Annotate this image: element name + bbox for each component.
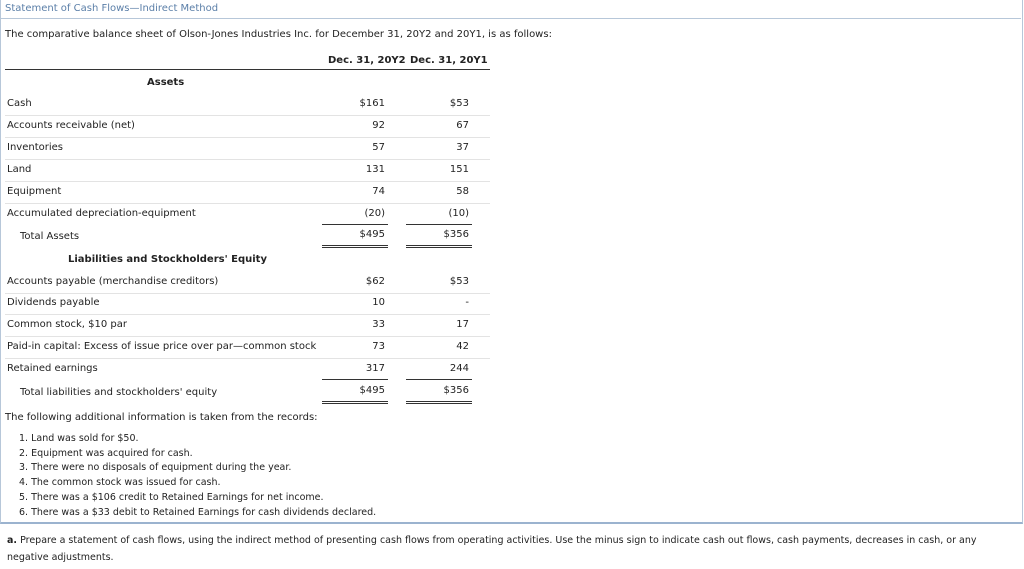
- row-label-accounts-receivable: Accounts receivable (net): [7, 120, 135, 131]
- list-item: 5. There was a $106 credit to Retained Earnings for net income.: [19, 491, 324, 503]
- total-double-rule: [406, 401, 472, 402]
- row-label-retained-earnings: Retained earnings: [7, 363, 98, 374]
- row-divider: [5, 181, 490, 182]
- value-20y2: (20): [364, 208, 385, 219]
- value-20y2: 92: [372, 120, 385, 131]
- value-20y1: 42: [456, 341, 469, 352]
- total-double-rule: [322, 403, 388, 404]
- row-label-equipment: Equipment: [7, 186, 62, 197]
- header-rule: [5, 69, 490, 70]
- total-double-rule: [406, 403, 472, 404]
- title-divider: [0, 18, 1021, 19]
- total-value-20y1: $356: [443, 385, 469, 396]
- total-double-rule: [322, 401, 388, 402]
- problem-title: Statement of Cash Flows—Indirect Method: [5, 3, 219, 14]
- total-double-rule: [322, 245, 388, 246]
- row-divider: [5, 137, 490, 138]
- row-divider: [5, 358, 490, 359]
- value-20y2: 131: [365, 164, 385, 175]
- row-label-land: Land: [7, 164, 32, 175]
- column-header-20y2: Dec. 31, 20Y2: [328, 55, 406, 66]
- row-label-dividends-payable: Dividends payable: [7, 297, 100, 308]
- list-item: 1. Land was sold for $50.: [19, 433, 139, 444]
- value-20y2: 317: [365, 363, 385, 374]
- row-label-accounts-payable: Accounts payable (merchandise creditors): [7, 276, 219, 287]
- list-item: 3. There were no disposals of equipment during the year.: [19, 462, 292, 474]
- value-20y2: 33: [372, 319, 385, 330]
- subtotal-rule: [322, 224, 388, 225]
- row-label-total-liabilities: Total liabilities and stockholders' equity: [20, 387, 218, 398]
- additional-info-list: [19, 432, 376, 520]
- value-20y2: $62: [365, 276, 385, 287]
- value-20y1: $53: [449, 98, 469, 109]
- intro-text: The comparative balance sheet of Olson-Jones Industries Inc. for December 31, 20Y2 and 20Y1, is as follows:: [5, 29, 552, 40]
- value-20y2: 74: [372, 186, 385, 197]
- row-divider: [5, 203, 490, 204]
- value-20y1: 37: [456, 142, 469, 153]
- task-label: a.: [7, 535, 18, 546]
- row-divider: [5, 314, 490, 315]
- subtotal-rule: [406, 379, 472, 380]
- list-item: 2. Equipment was acquired for cash.: [19, 447, 193, 459]
- subtotal-rule: [322, 379, 388, 380]
- row-label-common-stock: Common stock, $10 par: [7, 319, 127, 330]
- value-20y2: $161: [359, 98, 385, 109]
- assets-heading: Assets: [147, 77, 185, 88]
- task-instruction: [7, 532, 1012, 566]
- total-value-20y2: $495: [359, 385, 385, 396]
- total-double-rule: [322, 247, 388, 248]
- row-label-total-assets: Total Assets: [20, 231, 80, 242]
- total-value-20y1: $356: [443, 229, 469, 240]
- column-header-20y1: Dec. 31, 20Y1: [410, 55, 488, 66]
- value-20y1: 17: [456, 319, 469, 330]
- row-label-inventories: Inventories: [7, 142, 63, 153]
- value-20y1: 244: [449, 363, 469, 374]
- row-label-accumulated-depreciation: Accumulated depreciation-equipment: [7, 208, 196, 219]
- list-item: 6. There was a $33 debit to Retained Earnings for cash dividends declared.: [19, 506, 377, 518]
- value-20y1: (10): [448, 208, 469, 219]
- list-item: 4. The common stock was issued for cash.: [19, 477, 221, 489]
- subtotal-rule: [406, 224, 472, 225]
- task-text: Prepare a statement of cash flows, using the indirect method of presenting cash flows from operating activities. Use the minus sign to indicate cash out flows, cash payments, decreases in cash, or any negative adjustments.: [7, 535, 977, 563]
- total-double-rule: [406, 245, 472, 246]
- total-value-20y2: $495: [359, 229, 385, 240]
- row-label-cash: Cash: [7, 98, 32, 109]
- value-20y1: $53: [449, 276, 469, 287]
- value-20y1: 58: [456, 186, 469, 197]
- row-divider: [5, 336, 490, 337]
- value-20y2: 10: [372, 297, 385, 308]
- total-double-rule: [406, 247, 472, 248]
- liabilities-heading: Liabilities and Stockholders' Equity: [68, 254, 267, 265]
- row-divider: [5, 159, 490, 160]
- value-20y2: 73: [372, 341, 385, 352]
- value-20y2: 57: [372, 142, 385, 153]
- value-20y1: 67: [456, 120, 469, 131]
- row-divider: [5, 115, 490, 116]
- additional-info-heading: The following additional information is taken from the records:: [5, 412, 318, 423]
- value-20y1: -: [465, 297, 469, 308]
- value-20y1: 151: [449, 164, 469, 175]
- row-divider: [5, 293, 490, 294]
- row-label-paid-in-capital: Paid-in capital: Excess of issue price over par—common stock: [7, 341, 317, 352]
